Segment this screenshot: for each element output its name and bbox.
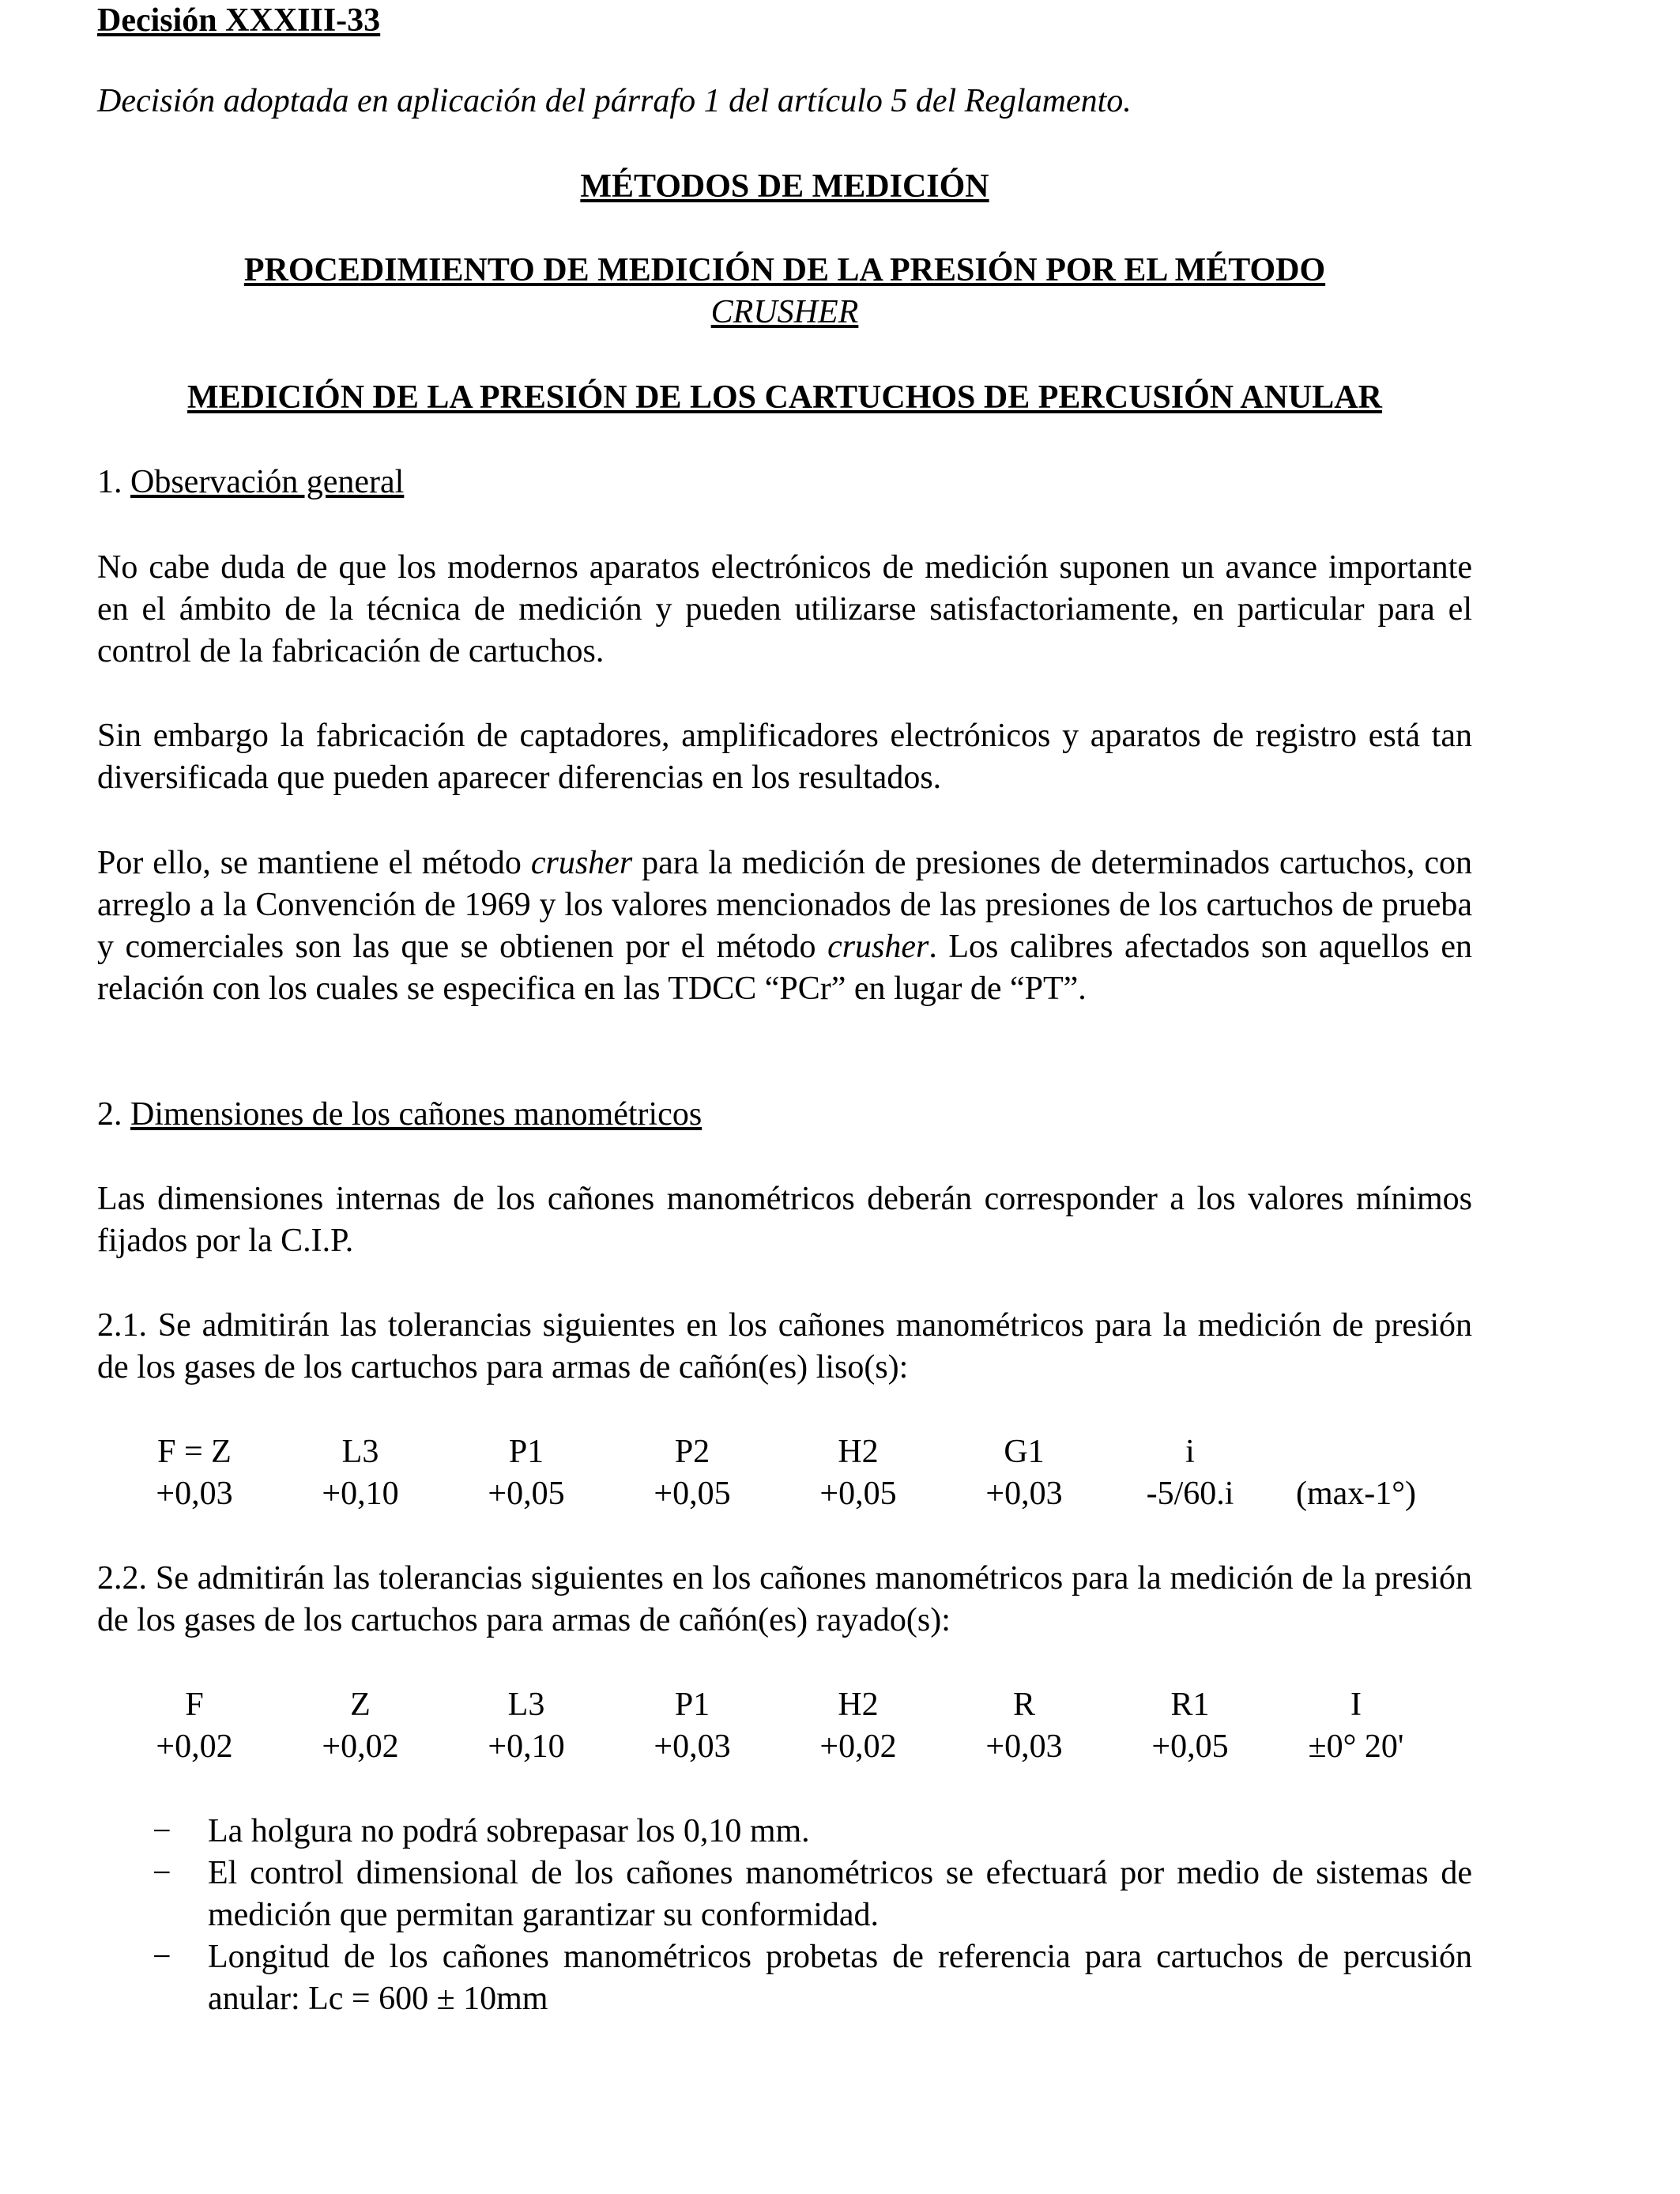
- heading-measurement: MEDICIÓN DE LA PRESIÓN DE LOS CARTUCHOS DE PERCUSIÓN ANULAR: [187, 379, 1382, 416]
- paragraph-2-2: 2.2. Se admitirán las tolerancias siguientes en los cañones manométricos para la medición de la presión de los gases de los cartuchos para armas de cañón(es) rayado(s):: [97, 1560, 1472, 1638]
- table-cell: +0,05: [1151, 1728, 1229, 1765]
- table-cell: P1: [508, 1434, 544, 1470]
- table-cell: L3: [341, 1434, 379, 1470]
- paragraph-2: Sin embargo la fabricación de captadores, amplificadores electrónicos y aparatos de registro está tan diversificada que pueden aparecer diferencias en los resultados.: [97, 718, 1472, 796]
- table-cell: G1: [1004, 1434, 1045, 1470]
- paragraph-2-1: 2.1. Se admitirán las tolerancias siguientes en los cañones manométricos para la medición de presión de los gases de los cartuchos para armas de cañón(es) liso(s):: [97, 1307, 1472, 1385]
- decision-title: Decisión XXXIII-33: [97, 2, 381, 39]
- table-cell: Z: [350, 1687, 371, 1723]
- table-cell: F: [185, 1687, 204, 1723]
- dash-bullet-icon: −: [153, 1813, 171, 1849]
- table-cell: H2: [838, 1434, 879, 1470]
- table-cell: -5/60.i: [1146, 1476, 1234, 1512]
- section-2-number: 2.: [97, 1096, 122, 1133]
- table-cell: +0,02: [322, 1728, 399, 1765]
- heading-procedure-line2: CRUSHER: [710, 294, 859, 330]
- list-item: [97, 1936, 1472, 2020]
- tolerance-table-rifled: [111, 1684, 1486, 1768]
- table-cell: ±0° 20': [1308, 1728, 1404, 1765]
- table-cell: R1: [1170, 1687, 1210, 1723]
- tolerance-table-smooth: [111, 1431, 1486, 1515]
- section-1-number: 1.: [97, 464, 122, 500]
- table-cell: +0,05: [654, 1476, 731, 1512]
- paragraph-3: [97, 843, 1472, 1010]
- decision-subtitle: Decisión adoptada en aplicación del párrafo 1 del artículo 5 del Reglamento.: [97, 83, 1132, 119]
- section-1-title: [97, 462, 404, 503]
- list-item: [97, 1853, 1472, 1936]
- section-1-title-text: Observación general: [130, 464, 405, 500]
- table-cell: +0,05: [488, 1476, 565, 1512]
- paragraph-3-part-c: para la medición de presiones de determinados cartuchos, con arreglo a la Convención de 1969 y los valores mencionados de las presiones de los cartuchos de prueba y comerciales son las que se obtienen por el método: [97, 845, 1472, 965]
- tolerance-table-smooth-headers: [111, 1431, 1486, 1473]
- table-cell: +0,02: [819, 1728, 897, 1765]
- table-cell: F = Z: [157, 1434, 232, 1470]
- table-cell: H2: [838, 1687, 879, 1723]
- section-2-title-text: Dimensiones de los cañones manométricos: [130, 1096, 703, 1133]
- table-cell: [1273, 1431, 1439, 1473]
- section-2-title: [97, 1094, 702, 1136]
- table-cell: +0,03: [985, 1476, 1063, 1512]
- table-cell: +0,02: [156, 1728, 233, 1765]
- dash-bullet-icon: −: [153, 1855, 171, 1891]
- paragraph-3-crusher-2: crusher: [827, 929, 929, 965]
- tolerance-table-smooth-values: [111, 1473, 1486, 1515]
- dash-bullet-icon: −: [153, 1939, 171, 1975]
- table-cell: P2: [674, 1434, 710, 1470]
- table-cell: R: [1012, 1687, 1035, 1723]
- table-cell: I: [1350, 1687, 1362, 1723]
- table-cell: P1: [674, 1687, 710, 1723]
- list-item-text: El control dimensional de los cañones manométricos se efectuará por medio de sistemas de medición que permitan garantizar su conformidad.: [208, 1855, 1472, 1933]
- list-item-text: Longitud de los cañones manométricos probetas de referencia para cartuchos de percusión anular: Lc = 600 ± 10mm: [208, 1939, 1472, 2017]
- heading-procedure: [97, 250, 1472, 334]
- table-cell: +0,03: [985, 1728, 1063, 1765]
- list-item-text: La holgura no podrá sobrepasar los 0,10 mm.: [208, 1813, 810, 1849]
- table-cell: +0,03: [156, 1476, 233, 1512]
- table-cell: +0,10: [322, 1476, 399, 1512]
- paragraph-3-part-e: . Los calibres afectados son aquellos en relación con los cuales se especifica en las TDCC “PCr” en lugar de “PT”.: [97, 929, 1472, 1007]
- heading-procedure-line1: PROCEDIMIENTO DE MEDICIÓN DE LA PRESIÓN POR EL MÉTODO: [243, 252, 1326, 288]
- table-cell: +0,05: [819, 1476, 897, 1512]
- heading-methods: MÉTODOS DE MEDICIÓN: [580, 168, 989, 205]
- paragraph-1: No cabe duda de que los modernos aparatos electrónicos de medición suponen un avance importante en el ámbito de la técnica de medición y pueden utilizarse satisfactoriamente, en particular para el control de la fabricación de cartuchos.: [97, 549, 1472, 669]
- paragraph-3-crusher-1: crusher: [530, 845, 633, 881]
- tolerance-table-rifled-values: [111, 1726, 1486, 1768]
- requirements-list: [97, 1811, 1472, 2020]
- table-cell: L3: [507, 1687, 545, 1723]
- table-cell: +0,10: [488, 1728, 565, 1765]
- table-cell: i: [1185, 1434, 1195, 1470]
- table-cell: +0,03: [654, 1728, 731, 1765]
- list-item: [97, 1811, 1472, 1853]
- tolerance-table-rifled-headers: [111, 1684, 1486, 1726]
- paragraph-4: Las dimensiones internas de los cañones manométricos deberán corresponder a los valores mínimos fijados por la C.I.P.: [97, 1181, 1472, 1259]
- table-cell: (max-1°): [1295, 1476, 1417, 1512]
- paragraph-3-part-a: Por ello, se mantiene el método: [97, 845, 531, 881]
